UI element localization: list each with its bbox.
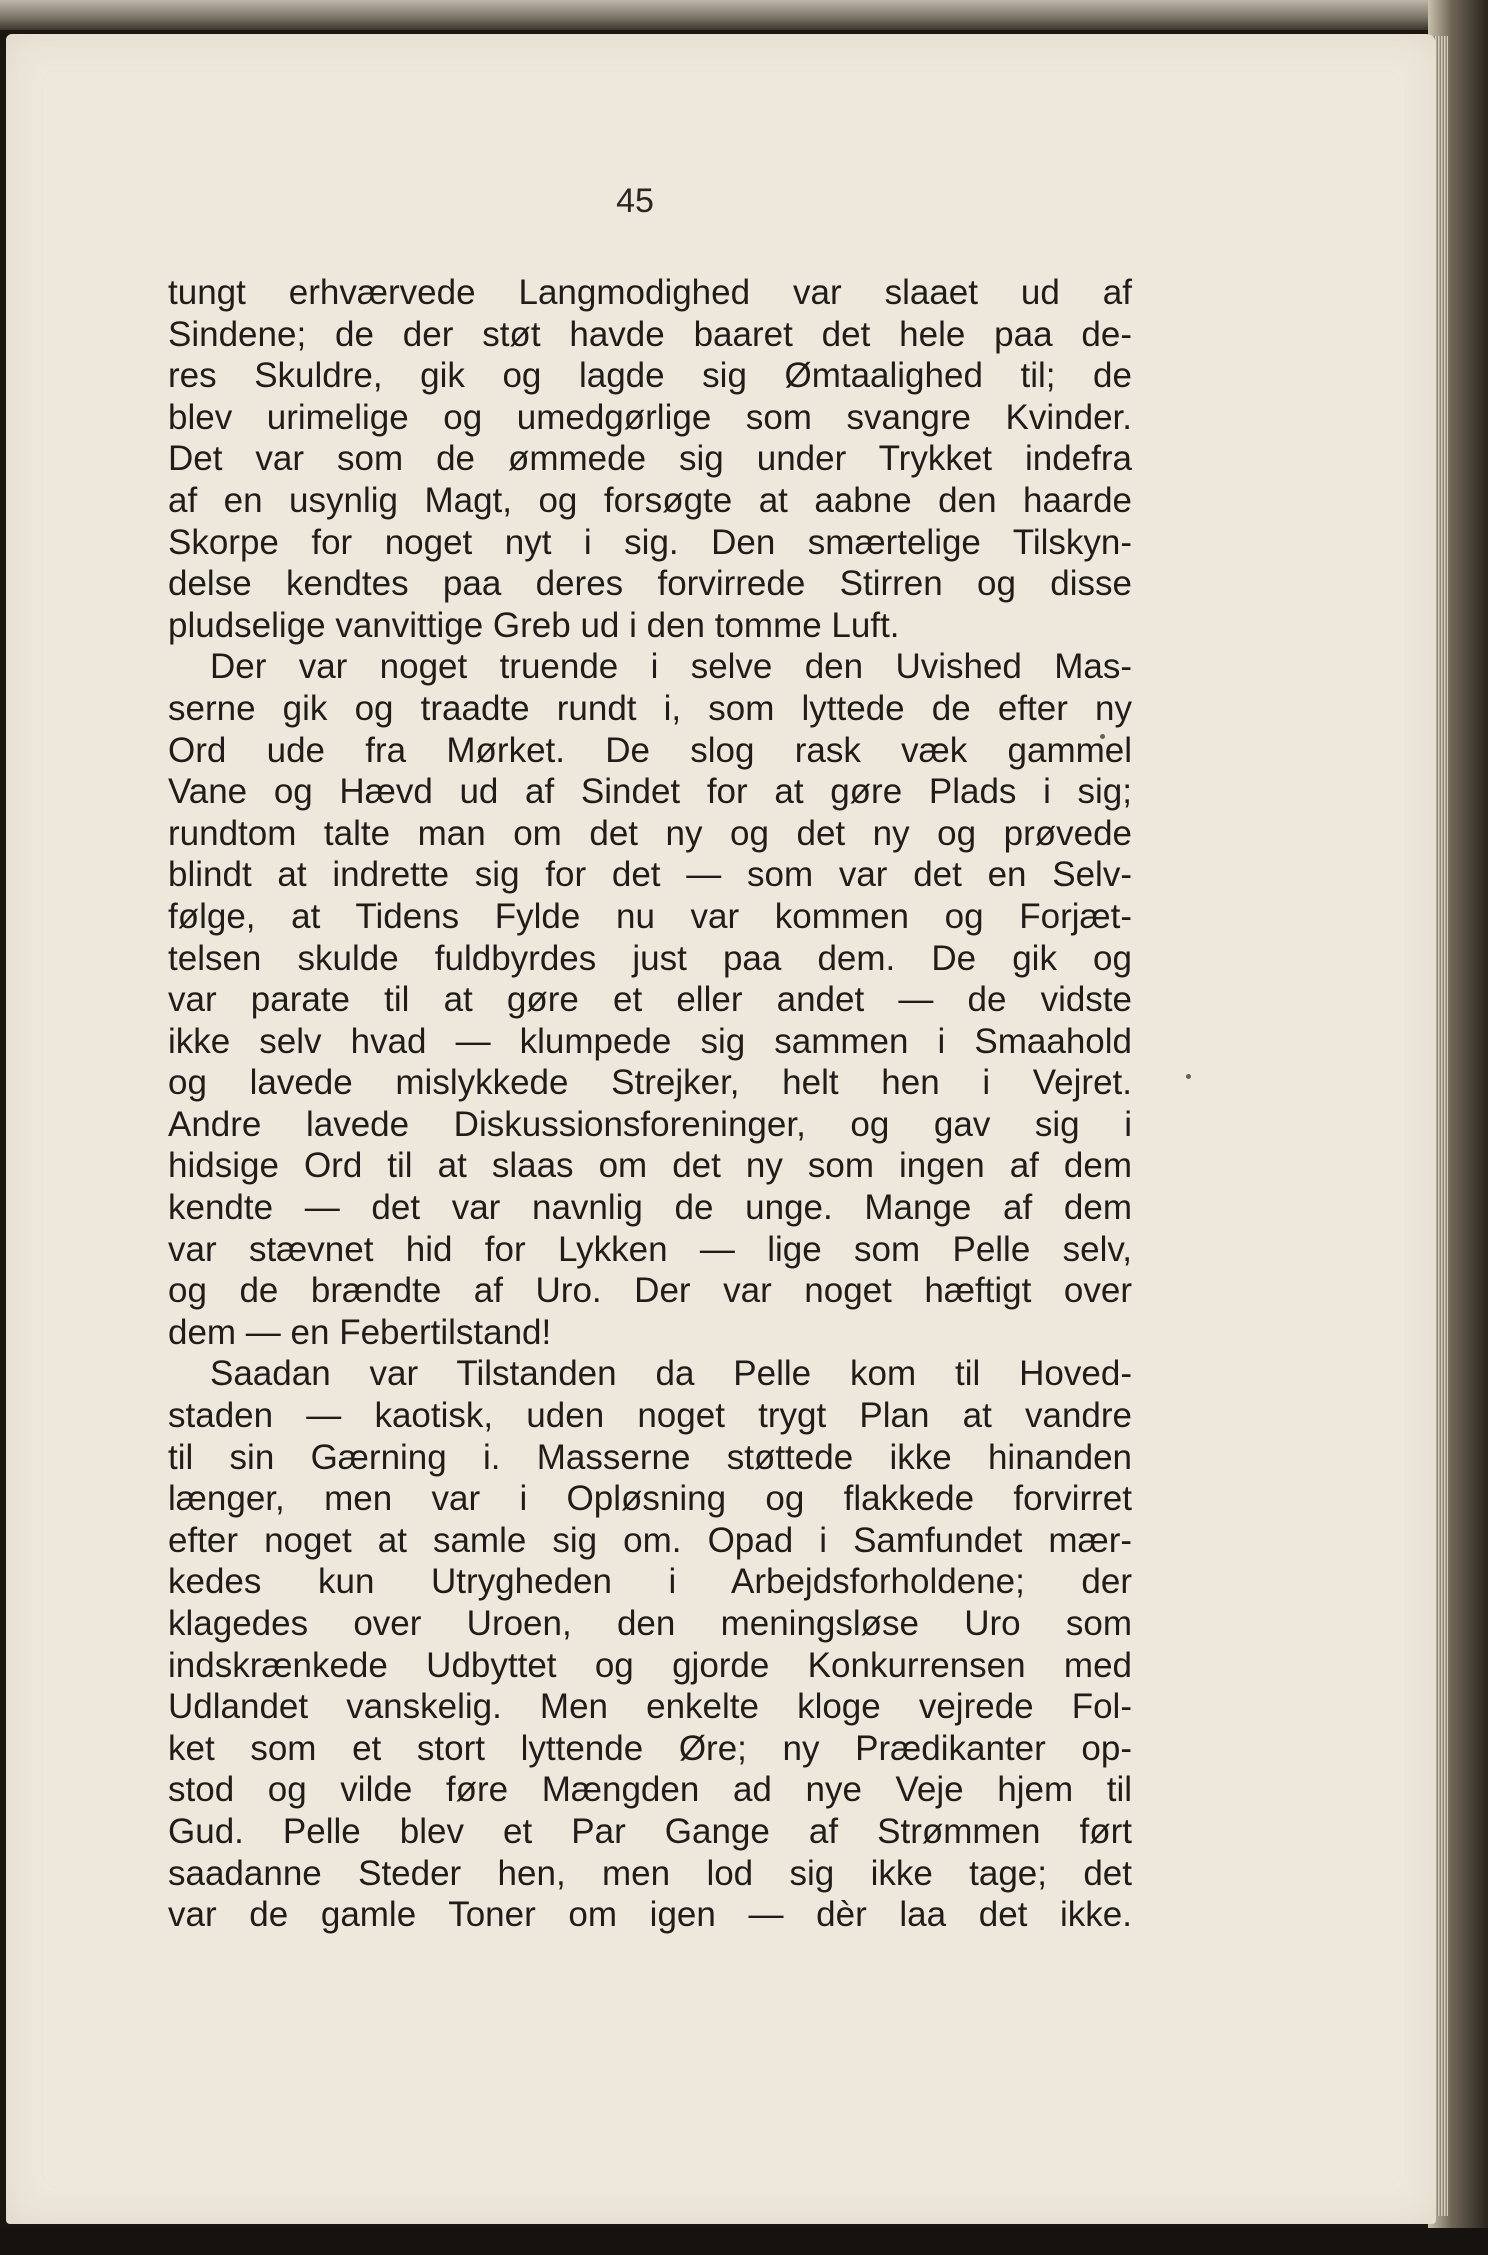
text-line: res Skuldre, gik og lagde sig Ømtaalighed til; de	[168, 356, 1132, 396]
text-line: efter noget at samle sig om. Opad i Samfundet mær-	[168, 1520, 1132, 1560]
text-line: rundtom talte man om det ny og det ny og prøvede	[168, 813, 1132, 853]
text-line: serne gik og traadte rundt i, som lyttede de efter ny	[168, 688, 1132, 728]
text-line: blindt at indrette sig for det — som var det en Selv-	[168, 855, 1132, 895]
text-line: ikke selv hvad — klumpede sig sammen i Smaahold	[168, 1021, 1132, 1061]
text-line: og lavede mislykkede Strejker, helt hen i Vejret.	[168, 1063, 1132, 1103]
text-line: Det var som de ømmede sig under Trykket indefra	[168, 439, 1132, 479]
text-line: var de gamle Toner om igen — dèr laa det ikke.	[168, 1895, 1132, 1935]
paper-speck	[1186, 1074, 1191, 1079]
text-line: Andre lavede Diskussionsforeninger, og gav sig i	[168, 1104, 1132, 1144]
text-line: længer, men var i Opløsning og flakkede forvirret	[168, 1479, 1132, 1519]
text-line: kendte — det var navnlig de unge. Mange af dem	[168, 1188, 1132, 1228]
text-line: staden — kaotisk, uden noget trygt Plan at vandre	[168, 1396, 1132, 1436]
text-line: til sin Gærning i. Masserne støttede ikke hinanden	[168, 1437, 1132, 1477]
text-line: klagedes over Uroen, den meningsløse Uro som	[168, 1604, 1132, 1643]
text-line: og de brændte af Uro. Der var noget hæftigt over	[168, 1271, 1132, 1311]
text-line: tungt erhværvede Langmodighed var slaaet ud af	[168, 273, 1132, 312]
text-line: indskrænkede Udbyttet og gjorde Konkurrensen med	[168, 1645, 1132, 1685]
text-line: delse kendtes paa deres forvirrede Stirren og disse	[168, 564, 1132, 604]
text-line: Vane og Hævd ud af Sindet for at gøre Plads i sig;	[168, 772, 1132, 812]
text-line: telsen skulde fuldbyrdes just paa dem. De gik og	[168, 938, 1132, 978]
text-line: pludselige vanvittige Greb ud i den tomme Luft.	[168, 605, 900, 645]
text-line: Skorpe for noget nyt i sig. Den smærtelige Tilskyn-	[168, 522, 1132, 562]
text-line: ket som et stort lyttende Øre; ny Prædikanter op-	[168, 1728, 1132, 1768]
text-line: var parate til at gøre et eller andet — de vidste	[168, 980, 1132, 1020]
text-line: kedes kun Utrygheden i Arbejdsforholdene; der	[168, 1562, 1132, 1602]
text-line: dem — en Febertilstand!	[168, 1312, 552, 1352]
text-line: stod og vilde føre Mængden ad nye Veje hjem til	[168, 1770, 1132, 1810]
text-line: Sindene; de der støt havde baaret det hele paa de-	[168, 314, 1132, 354]
body-text	[168, 272, 1132, 1936]
text-line: af en usynlig Magt, og forsøgte at aabne den haarde	[168, 480, 1132, 520]
text-line: hidsige Ord til at slaas om det ny som ingen af dem	[168, 1146, 1132, 1186]
text-line: var stævnet hid for Lykken — lige som Pelle selv,	[168, 1229, 1132, 1269]
text-line: saadanne Steder hen, men lod sig ikke tage; det	[168, 1853, 1132, 1893]
scan-top-edge	[0, 0, 1488, 30]
text-line: Gud. Pelle blev et Par Gange af Strømmen ført	[168, 1811, 1132, 1851]
text-line: Der var noget truende i selve den Uvished Mas-	[210, 647, 1132, 687]
text-line: følge, at Tidens Fylde nu var kommen og Forjæt-	[168, 896, 1132, 936]
scan-bottom-edge	[0, 2228, 1488, 2255]
text-line: blev urimelige og umedgørlige som svangre Kvinder.	[168, 397, 1132, 437]
text-line: Ord ude fra Mørket. De slog rask væk gammel	[168, 730, 1132, 770]
text-line: Udlandet vanskelig. Men enkelte kloge vejrede Fol-	[168, 1687, 1132, 1727]
text-line: Saadan var Tilstanden da Pelle kom til Hoved-	[210, 1354, 1132, 1394]
page-number: 45	[616, 182, 654, 220]
